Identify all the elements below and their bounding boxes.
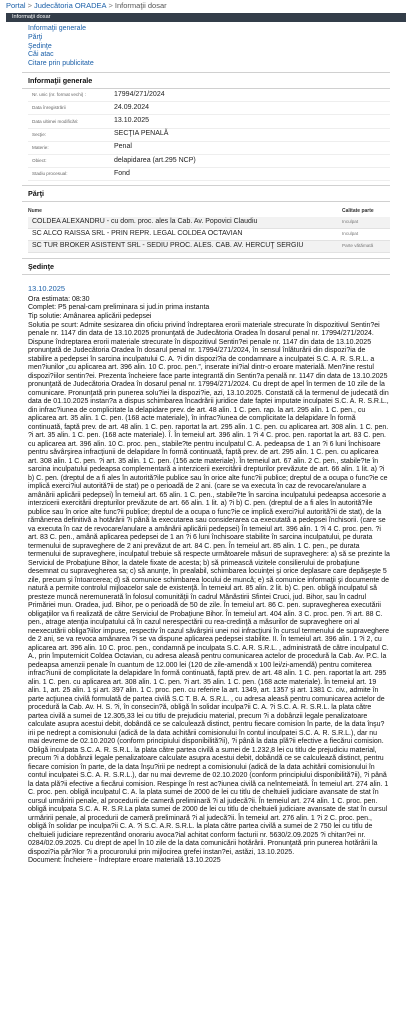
sedinta-complet: Complet: P5 penal-cam preliminara si jud.in prima instanta	[28, 304, 210, 312]
info-row-materie	[28, 142, 390, 155]
breadcrumb-court-link[interactable]: Judecătoria ORADEA	[33, 1, 107, 10]
sedinta-tip-solutie: Tip solutie: Amânarea aplicării pedepsei	[28, 312, 152, 320]
info-section-title: Informaţii generale	[28, 75, 93, 85]
info-value: Fond	[114, 169, 130, 177]
info-row-sectie	[28, 129, 390, 142]
info-label: Stadiu procesual:	[32, 171, 68, 177]
table-row	[28, 229, 390, 241]
table-row	[28, 241, 390, 253]
info-label: Data ultimei modificări:	[32, 118, 79, 124]
info-value: 13.10.2025	[114, 117, 150, 125]
info-value: Penal	[114, 143, 132, 151]
info-label: Nr. unic (nr. format vechi) :	[32, 92, 86, 98]
info-row-obiect	[28, 155, 390, 168]
divider	[22, 258, 390, 259]
nav-link-citare-publicitate[interactable]: Citare prin publicitate	[28, 60, 94, 68]
column-header-nume: Nume	[28, 208, 42, 215]
sedinta-document: Document: Încheiere - Îndreptare eroare materială 13.10.2025	[28, 857, 221, 865]
party-name: SC ALCO RAISSA SRL - PRIN REPR. LEGAL COLDEA OCTAVIAN	[32, 229, 243, 237]
parti-table-header	[28, 204, 390, 216]
nav-link-informatii-generale[interactable]: Informaţii generale	[28, 25, 86, 32]
breadcrumb-portal-link[interactable]: Portal	[6, 1, 26, 10]
party-quality: Inculpat	[342, 219, 359, 225]
column-header-calitate: Calitate parte	[342, 208, 374, 215]
info-value: 17994/271/2024	[114, 90, 165, 98]
party-name: SC TUR BROKER ASISTENT SRL - SEDIU PROC. ALES. CAB. AV. HERCUŢ SERGIU	[32, 241, 304, 249]
info-value: 24.09.2024	[114, 103, 150, 111]
info-value: SECŢIA PENALĂ	[114, 130, 169, 138]
info-label: Secţie:	[32, 131, 47, 137]
sedinta-solutia-pe-scurt: Solutia pe scurt: Admite sesizarea din oficiu privind îndreptarea erorii materiale strecurate în dispozitivul Sentin?ei penale nr. 1147 din data de 13.10.2025 pronunţată de Judecătoria Oradea în dosarul penal nr. 17994/271/2024. Dispune îndreptarea erorii materiale strecurate în dispozitivul Sentin?ei penale nr. 1147 din data de 13.10.2025 pronunţată de Judecătoria Oradea în dosarul penal nr. 17994/271/2024, în sensul înlăturării din dispozi?ia de stabilire a pedepsei în sarcina inculpatului C. A. ?i din dispozi?ia de condamnare a inculpatei S.C. A. R. S.R.L. a men?iunilor „cu aplicarea art. 396 alin. 10 C. proc. pen.”, inserate ini?ial dintr-o eroare materială. Men?ine restul dispozi?iilor sentin?ei. Prezenta încheiere face parte integrantă din Sentin?a penală nr. 1147 din data de 13.10.2025 pronunţată de Judecătoria Oradea în dosarul penal nr. 17994/271/2024. Cu drept de apel în termen de 10 zile de la comunicare. Pronunţată prin punerea solu?iei la dispozi?ie, azi, 13.10.2025. Constată că la termenul de judecată din data de 01.10.2025 instan?a a dispus schimbarea încadrării juridice date faptei imputate inculpatei S.C. A. R. S.R.L., din infrac?iunea de complicitate la delapidare prev. de art. 48 alin. 1 C. pen. rap. la art. 295 alin. 1 C. pen., cu aplicarea art. 35 alin. 1 C. pen. (168 acte materiale), în infrac?iunea de complicitate la delapidare în formă continuată, faptă prev. de art. 48 alin. 1 C. pen. raportat la art. 295 alin. 1 C. pen. cu aplicarea art. 308 alin. 1 C. pen. ?i art. 35 alin. 1 C. pen. (168 acte materiale). Î. În temeiul art. 396 alin. 1 ?i 4 C. proc. pen. raportat la art. 83 C. pen. cu aplicarea art. 396 alin. 10 C. proc. pen., stabile?te pentru inculpatul C. A. pedeapsa de 1 an ?i 6 luni închisoare pentru săvârşirea infracţiunii de delapidare în formă continuată, faptă prev. de art. 295 alin. 1 C. pen. cu aplicarea art. 308 alin. 1 C. pen. ?i art. 35 alin. 1 C. pen. (156 acte materiale). În temeiul art. 67 alin. 2 C. pen., stabile?te în sarcina inculpatului pedeapsa complementară a interzicerii exercitării drepturilor prevăzute de art. 66 alin. 1 lit. a) ?i b) C. pen. (dreptul de a fi ales în autorită?ile publice sau în orice alte func?ii publice; dreptul de a ocupa o func?ie ce implică exerci?iul autorită?ii de stat) pe o perioadă de 2 ani. (care se va executa în caz de revocare/anulare a amânării aplicării pedepsei) În temeiul art. 65 alin. 1 C. pen., stabile?te în sarcina inculpatului pedeapsa accesorie a interzicerii exercitării drepturilor prevăzute de art. 66 alin. 1 lit. a) ?i b) C. pen. (dreptul de a fi ales în autorită?ile publice sau în orice alte func?ii publice; dreptul de a ocupa o func?ie ce implică exerci?iul autorită?ii de stat), de la rămânerea definitivă a hotărârii ?i până la executarea sau considerarea ca executată a pedepsei închisorii. (care se va executa în caz de revocare/anulare a amânării aplicării pedepsei) În temeiul art. 396 alin. 1 ?i 4 C. proc. pen. ?i art. 83 C. pen., amână aplicarea pedepsei de 1 an ?i 6 luni închisoare stabilite în sarcina inculpatului, pe durata termenului de supraveghere de 2 ani prevăzut de art. 84 C. pen. În temeiul art. 85 alin. 1 C. pen., pe durata termenului de supraveghere, inculpatul trebuie să respecte următoarele măsuri de supraveghere: a) să se prezinte la Serviciul de Probaţiune Bihor, la datele fixate de acesta; b) să primească vizitele consilierului de probaţiune desemnat cu supravegherea sa; c) să anunţe, în prealabil, schimbarea locuinţei şi orice deplasare care depăşeşte 5 zile, precum şi întoarcerea; d) să comunice schimbarea locului de muncă; e) să comunice informaţii şi documente de natură a permite controlul mijloacelor sale de existenţă. În temeiul art. 85 alin. 2 lit. b) C. pen. obligă inculpatul să presteze muncă neremunerată în folosul comunităţii în cadrul Mănăstirii Sfintei Cruci, jud. Bihor, sau în cadrul Primăriei mun. Oradea, jud. Bihor, pe o perioadă de 50 de zile. În temeiul art. 86 C. pen. supravegherea executării obligaţiilor va fi realizată de către Serviciul de Probaţiune Bihor. În temeiul art. 404 alin. 3 C. proc. pen. ?i art. 88 C. pen., atrage atenţia inculpatului că în cazul nerespectării cu rea-credinţă a măsurilor de supraveghere ori al neexecutării obliga?iilor impuse, respectiv în cazul săvârşirii unei noi infracţiuni în cursul termenului de supraveghere de 2 ani, se va revoca amânarea ?i se va dispune aplicarea pedepsei stabilite. II. În temeiul art. 396 alin. 1 ?i 2, cu aplicarea art. 396 alin. 10 C. proc. pen., condamnă pe inculpata S.C. A.R. S.R.L. , administrată de către inculpatul C. A., prin împuternicit Coldea Octavian, cu adresa aleasă pentru comunicarea actelor de procedură la Cab. Av. P.C. la pedeapsa amenzii penale în cuantum de 12.000 lei (120 de zile-amendă x 100 lei/zi-amendă) pentru comiterea infrac?iunii de complicitate la delapidare în formă continuată, faptă prev. de art. 48 alin. 1 C. pen. raportat la art. 295 alin. 1 C. pen. cu aplicarea art. 308 alin. 1 C. pen. ?i art. 35 alin. 1 C. pen. (168 acte materiale). În temeiul art. 19 alin. 1, art. 25 alin. 1 şi art. 397 alin. 1 C. proc. pen. cu referire la art. 1349, art. 1357 şi art. 1381 C. civ., admite în parte acţiunea civilă formulată de partea civilă S.C T. B. A. S.R.L. , cu adresa aleasă pentru comunicarea actelor de procedură la Cab. Av. H. S. ?i, în consecin?ă, obligă în solidar inculpa?ii C. A. ?i S.C. A. R. S.R.L. la plata către partea civilă a sumei de 12.305,33 lei cu titlu de prejudiciu material, precum ?i a dobânzii legale penalizatoare calculate asupra acestui debit, dobândă ce se calculează distinct, pentru fiecare comision în parte, de la data înşu?irii pe nedrept a comisionului (adică de la data achitării comisionului în contul inculpatei S.C. A. R. S.R.L.), dar nu mai devreme de 02.10.2020 (conform principiului disponibilită?ii), ?i până la data plă?ii efective a fiecărui comision. Obligă inculpata S.C. A. R. S.R.L. la plata către partea civilă a sumei de 1.232,8 lei cu titlu de prejudiciu material, precum ?i a dobânzii legale penalizatoare calculate asupra acestui debit, dobândă ce se calculează distinct, pentru fiecare comision în parte, de la data înşu?irii pe nedrept a comisionului (adică de la data achitării comisionului în contul inculpatei S.C. A. R. S.R.L.), dar nu mai devreme de 02.10.2020 (conform principiului disponibilită?ii), ?i până la data plă?ii efective a fiecărui comision. Respinge în rest ac?iunea civilă ca neîntemeiată. În temeiul art. 274 alin. 1 C. proc. pen. obligă inculpatul C. A. la plata sumei de 2000 de lei cu titlu de cheltuieli judiciare avansate de stat în cursul urmăririi penale, al procedurii de cameră preliminară ?i al judecă?ii. În temeiul art. 274 alin. 1 C. proc. pen. obligă inculpata S.C. A. R. S.R.La plata sumei de 2000 de lei cu titlu de cheltuieli judiciare avansate de stat în cursul urmăririi penale, al procedurii de cameră preliminară ?i al judecă?ii. În temeiul art. 276 alin. 1 ?i 2 C. proc. pen., obligă în solidar pe inculpa?ii C. A. ?i S.C. A.R. S.R.L. la plata către partea civilă a sumei de 2 750 lei cu titlu de cheltuieli judiciare reprezentând onorariu avoca?ial achitat conform facturii nr. 5630/2.09.2025 ?i chitan?ei nr. 0284/02.09.2025. Cu drept de apel în 10 zile de la data comunicării hotărârii. Pronunţată prin punerea hotărârii la dispozi?ia păr?ilor ?i a procurorului prin mijlocirea grefei instan?ei, astăzi, 13.10.2025.	[28, 321, 390, 856]
parti-rows	[28, 217, 390, 253]
parti-table	[28, 204, 390, 252]
sedinte-section-title: Şedinţe	[28, 261, 54, 271]
section-header-bar: Informaţii dosar	[6, 13, 406, 22]
sedinta-ora: Ora estimata: 08:30	[28, 295, 90, 303]
info-row-nr-unic	[28, 89, 390, 102]
info-label: Obiect:	[32, 158, 47, 164]
section-nav	[0, 22, 412, 72]
info-row-data-inregistrarii	[28, 102, 390, 115]
nav-link-cai-atac[interactable]: Căi atac	[28, 51, 54, 59]
nav-link-sedinte[interactable]: Şedinţe	[28, 42, 52, 50]
parti-section-title: Părţi	[28, 189, 44, 199]
info-label: Materie:	[32, 144, 49, 150]
party-quality: Parte vătămată	[342, 243, 374, 249]
party-name: COLDEA ALEXANDRU - cu dom. proc. ales la Cab. Av. Popovici Claudiu	[32, 217, 258, 225]
divider	[22, 274, 390, 275]
sedinta-entry	[28, 284, 390, 866]
breadcrumb-separator: >	[27, 1, 32, 10]
breadcrumb	[0, 0, 412, 12]
breadcrumb-separator: >	[108, 1, 113, 10]
info-value: delapidarea (art.295 NCP)	[114, 156, 196, 164]
divider	[22, 185, 390, 186]
party-quality: Inculpat	[342, 231, 359, 237]
divider	[22, 72, 390, 73]
info-row-data-modificarii	[28, 115, 390, 128]
info-label: Data înregistrării	[32, 105, 66, 111]
info-table	[0, 89, 412, 181]
info-row-stadiu	[28, 168, 390, 181]
divider	[22, 201, 390, 202]
breadcrumb-current: Informaţii dosar	[114, 1, 167, 10]
table-row	[28, 217, 390, 229]
nav-link-parti[interactable]: Părţi	[28, 33, 43, 41]
sedinta-date: 13.10.2025	[28, 283, 65, 293]
